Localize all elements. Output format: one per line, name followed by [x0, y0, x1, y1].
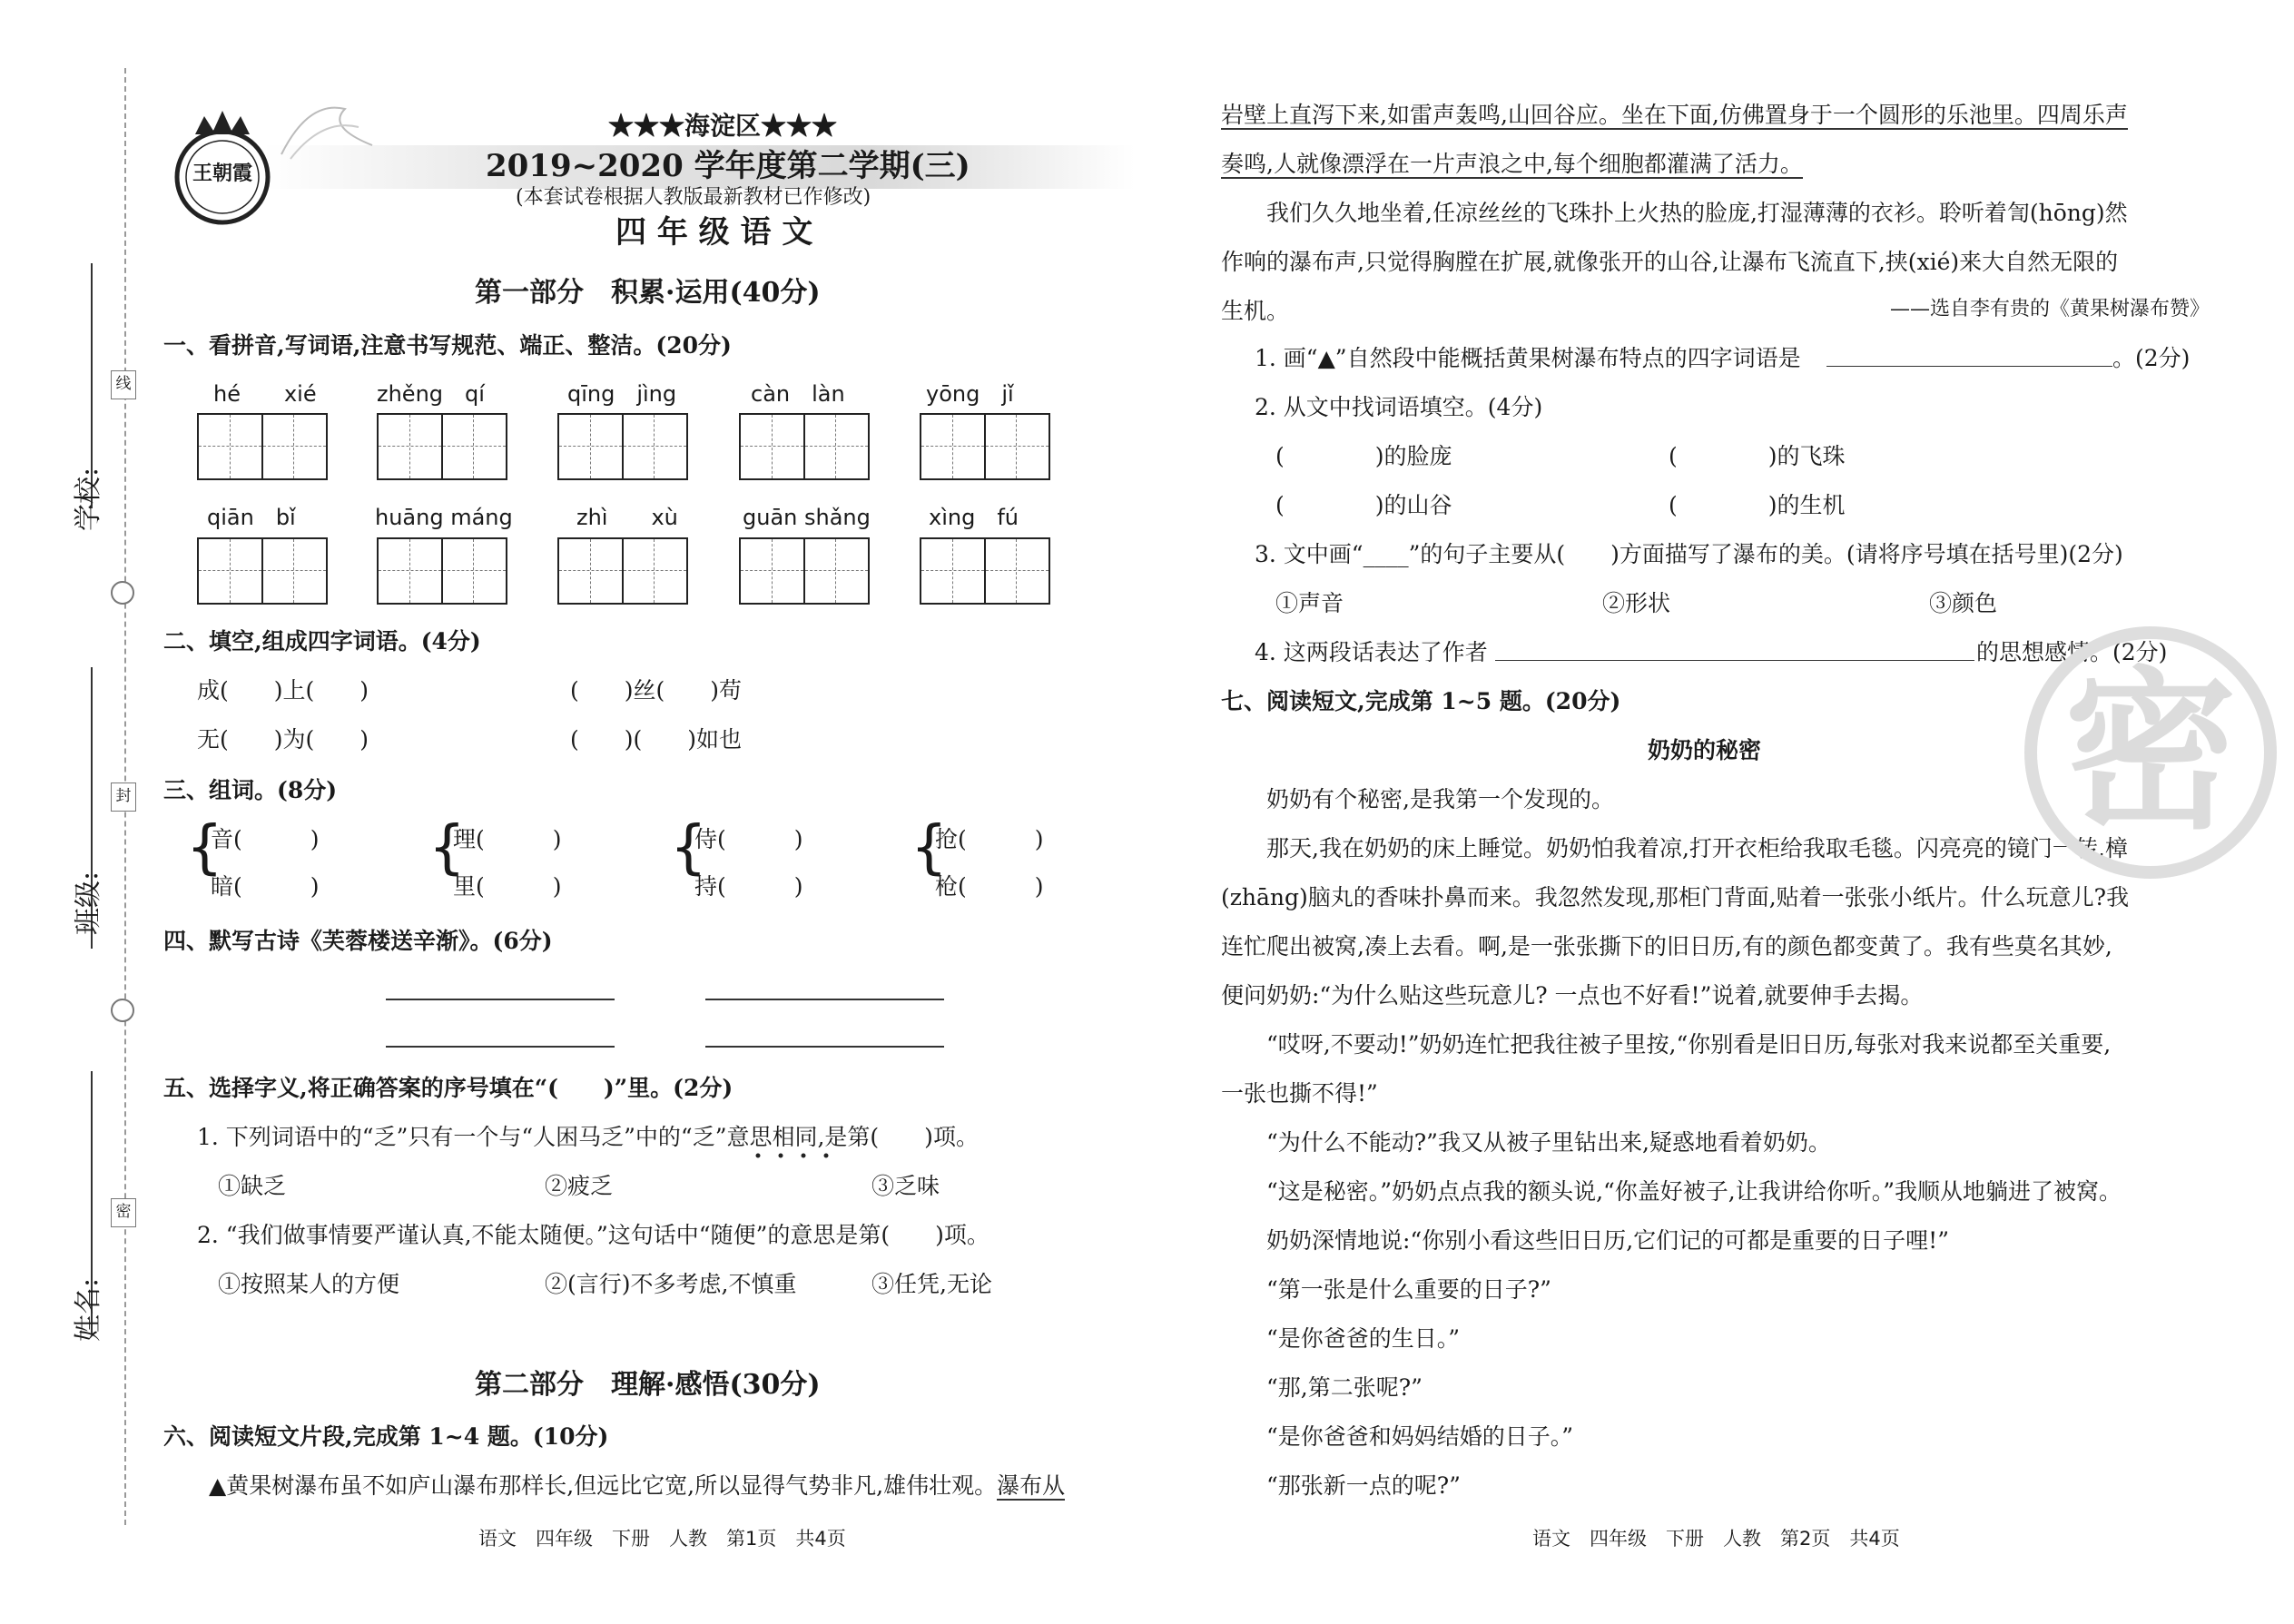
fill-blank[interactable]: ( )的山谷: [1275, 492, 1452, 518]
option: ②疲乏: [545, 1173, 614, 1199]
brace-icon: {: [428, 814, 466, 881]
option: ①按照某人的方便: [218, 1271, 400, 1297]
edition-note: (本套试卷根据人教版最新教材已作修改): [516, 186, 871, 209]
pinyin-label: hé xié: [213, 381, 317, 407]
passage-line: 奏鸣,人就像漂浮在一片声浪之中,每个细胞都灌满了活力。: [1221, 151, 1803, 177]
pinyin-label: zhì xù: [576, 505, 678, 530]
brace-icon: {: [186, 814, 223, 881]
binding-ring-icon: [111, 999, 134, 1022]
writing-grid[interactable]: [197, 537, 328, 605]
writing-grid[interactable]: [920, 413, 1050, 480]
idiom-blank[interactable]: ( )丝( )苟: [570, 677, 743, 704]
answer-line[interactable]: [1495, 660, 1974, 661]
fill-blank[interactable]: ( )的生机: [1669, 492, 1846, 518]
q2-title: 二、填空,组成四字词语。(4分): [163, 628, 481, 655]
writing-grid[interactable]: [557, 537, 688, 605]
option: ③颜色: [1929, 590, 1998, 616]
story-line: 奶奶深情地说:“你别小看这些旧日历,它们记的可都是重要的日子哩!”: [1221, 1227, 1949, 1254]
story-line: (zhāng)脑丸的香味扑鼻而来。我忽然发现,那柜门背面,贴着一张张小纸片。什么玩意儿?我: [1221, 884, 2130, 910]
q5-item2: 2. “我们做事情要严谨认真,不能太随便。”这句话中“随便”的意思是第( )项。: [197, 1222, 989, 1248]
poem-answer-line[interactable]: [705, 999, 944, 1000]
word-blank[interactable]: 侍( ): [694, 826, 803, 852]
fill-blank[interactable]: ( )的飞珠: [1669, 443, 1846, 469]
q6-sub2: 2. 从文中找词语填空。(4分): [1255, 394, 1543, 420]
story-line: 连忙爬出被窝,凑上去看。啊,是一张张撕下的旧日历,有的颜色都变黄了。我有些莫名其妙,: [1221, 933, 2112, 960]
pinyin-label: qiān bǐ: [207, 505, 296, 530]
name-label: 姓名:: [73, 1277, 104, 1342]
pinyin-label: yōng jǐ: [926, 381, 1014, 407]
option: ③乏味: [871, 1173, 940, 1199]
term-title: 2019~2020 学年度第二学期(三): [486, 148, 970, 184]
idiom-blank[interactable]: 无( )为( ): [197, 726, 369, 753]
passage-line: 我们久久地坐着,任凉丝丝的飞珠扑上火热的脸庞,打湿薄薄的衣衫。聆听着訇(hōng)然: [1266, 200, 2128, 226]
story-line: 一张也撕不得!”: [1221, 1080, 1378, 1107]
q5-item1: 1. 下列词语中的“乏”只有一个与“人困马乏”中的“乏”意思相同,是第( )项。: [197, 1124, 979, 1150]
passage-line: 岩壁上直泻下来,如雷声轰鸣,山回谷应。坐在下面,仿佛置身于一个圆形的乐池里。四周乐声: [1221, 102, 2128, 128]
q1-title: 一、看拼音,写词语,注意书写规范、端正、整洁。(20分): [163, 332, 732, 359]
word-blank[interactable]: 持( ): [694, 873, 803, 900]
logo-text: 王朝霞: [192, 162, 252, 185]
q4-title: 四、默写古诗《芙蓉楼送辛渐》。(6分): [163, 928, 553, 954]
passage-line: 作响的瀑布声,只觉得胸膛在扩展,就像张开的山谷,让瀑布飞流直下,挟(xié)来大自然无限的: [1221, 249, 2119, 275]
region-title: ★★★海淀区★★★: [608, 111, 838, 141]
writing-grid[interactable]: [377, 413, 507, 480]
q6-title: 六、阅读短文片段,完成第 1~4 题。(10分): [163, 1423, 609, 1450]
ribbon-decoration-icon: [272, 91, 381, 163]
story-line: “哎呀,不要动!”奶奶连忙把我往被子里按,“你别看是旧日历,每张对我来说都至关重要,: [1221, 1031, 2112, 1058]
part1-title: 第一部分 积累·运用(40分): [475, 277, 821, 309]
pinyin-label: càn làn: [751, 381, 845, 407]
option: ②形状: [1602, 590, 1671, 616]
binding-ring-icon: [111, 581, 134, 605]
emphasis-dots-icon: [753, 1152, 843, 1159]
word-blank[interactable]: 枪( ): [935, 873, 1044, 900]
writing-grid[interactable]: [920, 537, 1050, 605]
footer-left: 语文 四年级 下册 人教 第1页 共4页: [478, 1528, 846, 1550]
q3-title: 三、组词。(8分): [163, 777, 338, 803]
option: ①声音: [1275, 590, 1344, 616]
story-line: 那天,我在奶奶的床上睡觉。奶奶怕我着凉,打开衣柜给我取毛毯。闪亮亮的镜门一转,樟: [1221, 835, 2128, 861]
brace-icon: {: [911, 814, 948, 881]
story-line: 便问奶奶:“为什么贴这些玩意儿? 一点也不好看!”说着,就要伸手去揭。: [1221, 982, 1924, 1009]
idiom-blank[interactable]: 成( )上( ): [197, 677, 369, 704]
writing-grid[interactable]: [557, 413, 688, 480]
story-line: 奶奶有个秘密,是我第一个发现的。: [1221, 786, 1614, 812]
class-label: 班级:: [73, 871, 104, 935]
option: ①缺乏: [218, 1173, 287, 1199]
seal-char-line: 线: [111, 370, 136, 399]
pinyin-label: huāng máng: [375, 505, 513, 530]
fill-blank[interactable]: ( )的脸庞: [1275, 443, 1452, 469]
story-line: “第一张是什么重要的日子?”: [1221, 1276, 1551, 1303]
pinyin-label: xìng fú: [929, 505, 1019, 530]
story-line: “是你爸爸的生日。”: [1221, 1325, 1461, 1352]
word-blank[interactable]: 暗( ): [211, 873, 320, 900]
answer-line[interactable]: [1826, 366, 2112, 367]
word-blank[interactable]: 理( ): [453, 826, 562, 852]
passage-line: ▲黄果树瀑布虽不如庐山瀑布那样长,但远比它宽,所以显得气势非凡,雄伟壮观。瀑布从: [209, 1472, 1066, 1499]
story-line: “为什么不能动?”我又从被子里钻出来,疑惑地看着奶奶。: [1221, 1129, 1831, 1156]
poem-answer-line[interactable]: [386, 1046, 615, 1048]
writing-grid[interactable]: [197, 413, 328, 480]
school-label: 学校:: [73, 467, 104, 531]
q7-title: 七、阅读短文,完成第 1~5 题。(20分): [1221, 688, 1621, 714]
poem-answer-line[interactable]: [705, 1046, 944, 1048]
story-title: 奶奶的秘密: [1648, 737, 1762, 763]
story-line: “那张新一点的呢?”: [1221, 1472, 1461, 1499]
passage-line: 生机。: [1221, 298, 1290, 324]
story-line: “那,第二张呢?”: [1221, 1374, 1423, 1401]
writing-grid[interactable]: [739, 537, 870, 605]
writing-grid[interactable]: [739, 413, 870, 480]
q5-title: 五、选择字义,将正确答案的序号填在“( )”里。(2分): [163, 1075, 733, 1101]
subject-title: 四 年 级 语 文: [615, 214, 813, 251]
passage-source: ——选自李有贵的《黄果树瀑布赞》: [1890, 298, 2210, 320]
q6-sub3: 3. 文中画“____”的句子主要从( )方面描写了瀑布的美。(请将序号填在括号里)(2分): [1255, 541, 2123, 567]
writing-grid[interactable]: [377, 537, 507, 605]
option: ②(言行)不多考虑,不慎重: [545, 1271, 797, 1297]
word-blank[interactable]: 音( ): [211, 826, 320, 852]
pinyin-label: zhěng qí: [377, 381, 485, 407]
part2-title: 第二部分 理解·感悟(30分): [475, 1369, 821, 1401]
option: ③任凭,无论: [871, 1271, 992, 1297]
brace-icon: {: [670, 814, 707, 881]
word-blank[interactable]: 里( ): [453, 873, 562, 900]
story-line: “是你爸爸和妈妈结婚的日子。”: [1221, 1423, 1574, 1450]
pinyin-label: qīng jìng: [567, 381, 677, 407]
q6-sub1-score: 。(2分): [2112, 345, 2191, 371]
watermark-seal: 密: [2024, 626, 2277, 879]
word-blank[interactable]: 抢( ): [935, 826, 1044, 852]
q6-sub4-b: 的思想感情。(2分): [1976, 639, 2168, 665]
q6-sub1: 1. 画“▲”自然段中能概括黄果树瀑布特点的四字词语是: [1255, 345, 1801, 371]
idiom-blank[interactable]: ( )( )如也: [570, 726, 743, 753]
seal-char-seal: 封: [111, 782, 136, 812]
pinyin-label: guān shǎng: [743, 505, 871, 530]
poem-answer-line[interactable]: [386, 999, 615, 1000]
q6-sub4-a: 4. 这两段话表达了作者: [1255, 639, 1488, 665]
seal-char-secret: 密: [111, 1198, 136, 1227]
footer-right: 语文 四年级 下册 人教 第2页 共4页: [1532, 1528, 1900, 1550]
story-line: “这是秘密。”奶奶点点我的额头说,“你盖好被子,让我讲给你听。”我顺从地躺进了被窝。: [1221, 1178, 2122, 1205]
